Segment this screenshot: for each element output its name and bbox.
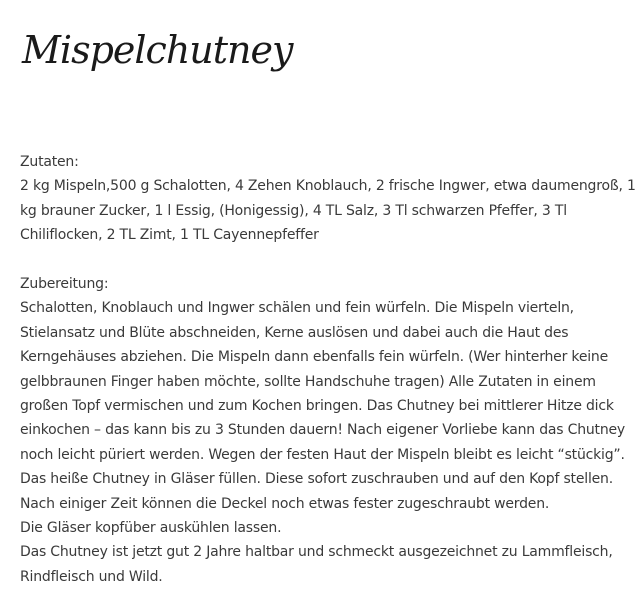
recipe-content bbox=[20, 150, 636, 589]
preparation-line: Schalotten, Knoblauch und Ingwer schälen und fein würfeln. Die Mispeln vierteln, bbox=[20, 300, 574, 317]
page-title: Mispelchutney bbox=[22, 28, 293, 72]
preparation-line: Nach einiger Zeit können die Deckel noch etwas fester zugeschraubt werden. bbox=[20, 495, 550, 512]
ingredients-line: 2 kg Mispeln,500 g Schalotten, 4 Zehen Knoblauch, 2 frische Ingwer, etwa daumengroß, 1 bbox=[20, 178, 636, 195]
preparation-line: Kerngehäuses abziehen. Die Mispeln dann ebenfalls fein würfeln. (Wer hinterher keine bbox=[20, 349, 609, 366]
preparation-line: noch leicht püriert werden. Wegen der festen Haut der Mispeln bleibt es leicht “stückig”. bbox=[20, 446, 625, 463]
preparation-heading: Zubereitung: bbox=[20, 276, 109, 293]
ingredients-heading: Zutaten: bbox=[20, 154, 79, 170]
preparation-line: großen Topf vermischen und zum Kochen bringen. Das Chutney bei mittlerer Hitze dick bbox=[20, 398, 614, 415]
ingredients-line: kg brauner Zucker, 1 l Essig, (Honigessig), 4 TL Salz, 3 Tl schwarzen Pfeffer, 3 Tl bbox=[20, 202, 567, 219]
preparation-line: Stielansatz und Blüte abschneiden, Kerne auslösen und dabei auch die Haut des bbox=[20, 324, 569, 341]
preparation-line: einkochen – das kann bis zu 3 Stunden dauern! Nach eigener Vorliebe kann das Chutney bbox=[20, 422, 625, 439]
preparation-line: Das heiße Chutney in Gläser füllen. Diese sofort zuschrauben und auf den Kopf stellen. bbox=[20, 471, 613, 488]
ingredients-section bbox=[20, 150, 636, 248]
preparation-line: Die Gläser kopfüber auskühlen lassen. bbox=[20, 520, 282, 537]
preparation-line: Das Chutney ist jetzt gut 2 Jahre haltbar und schmeckt ausgezeichnet zu Lammfleisch, bbox=[20, 544, 613, 561]
preparation-section bbox=[20, 272, 625, 589]
preparation-line: gelbbraunen Finger haben möchte, sollte Handschuhe tragen) Alle Zutaten in einem bbox=[20, 373, 596, 390]
preparation-line: Rindfleisch und Wild. bbox=[20, 568, 163, 585]
ingredients-line: Chiliflocken, 2 TL Zimt, 1 TL Cayennepfeffer bbox=[20, 227, 319, 244]
